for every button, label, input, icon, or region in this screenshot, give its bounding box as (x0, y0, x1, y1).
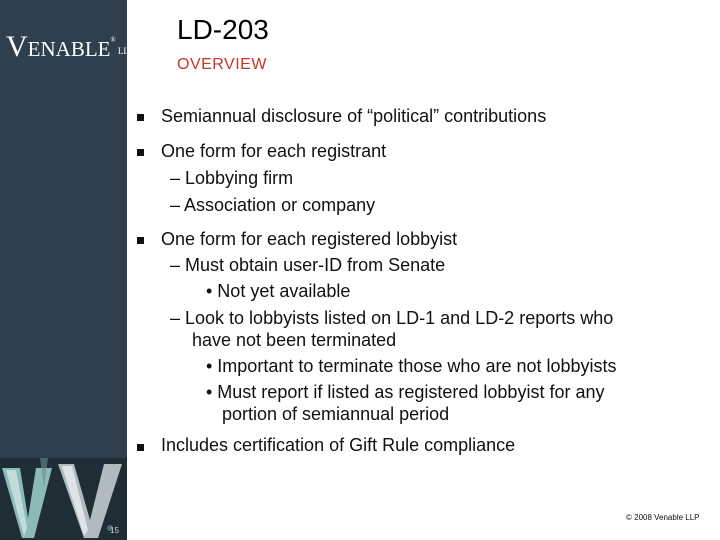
bullet-text: Includes certification of Gift Rule compliance (161, 435, 516, 455)
bullet-text: Semiannual disclosure of “political” contributions (161, 106, 547, 126)
copyright-footer: © 2008 Venable LLP (626, 513, 700, 522)
decorative-v-artwork (0, 458, 127, 540)
square-bullet-icon (137, 444, 144, 451)
sub-sub-bullet-text: • Not yet available (206, 281, 351, 301)
slide-subtitle: OVERVIEW (177, 56, 267, 73)
venable-logo: VENABLE®LLP (6, 30, 134, 63)
square-bullet-icon (137, 149, 144, 156)
sub-bullet-text: – Look to lobbyists listed on LD-1 and LD-2 reports who (170, 308, 614, 328)
slide-title: LD-203 (177, 14, 269, 45)
square-bullet-icon (137, 114, 144, 121)
bullet-text: One form for each registered lobbyist (161, 229, 458, 249)
sub-sub-bullet-text: • Must report if listed as registered lobbyist for any (206, 382, 605, 402)
page-number: 15 (110, 526, 119, 535)
sub-bullet-text-continued: have not been terminated (192, 330, 397, 350)
bullet-text: One form for each registrant (161, 141, 387, 161)
sub-sub-bullet-text-continued: portion of semiannual period (222, 404, 450, 424)
sub-bullet-text: – Lobbying firm (170, 168, 294, 188)
square-bullet-icon (137, 237, 144, 244)
sub-bullet-text: – Must obtain user-ID from Senate (170, 255, 446, 275)
sidebar (0, 0, 134, 540)
sub-bullet-text: – Association or company (170, 195, 376, 215)
sub-sub-bullet-text: • Important to terminate those who are not lobbyists (206, 356, 617, 376)
